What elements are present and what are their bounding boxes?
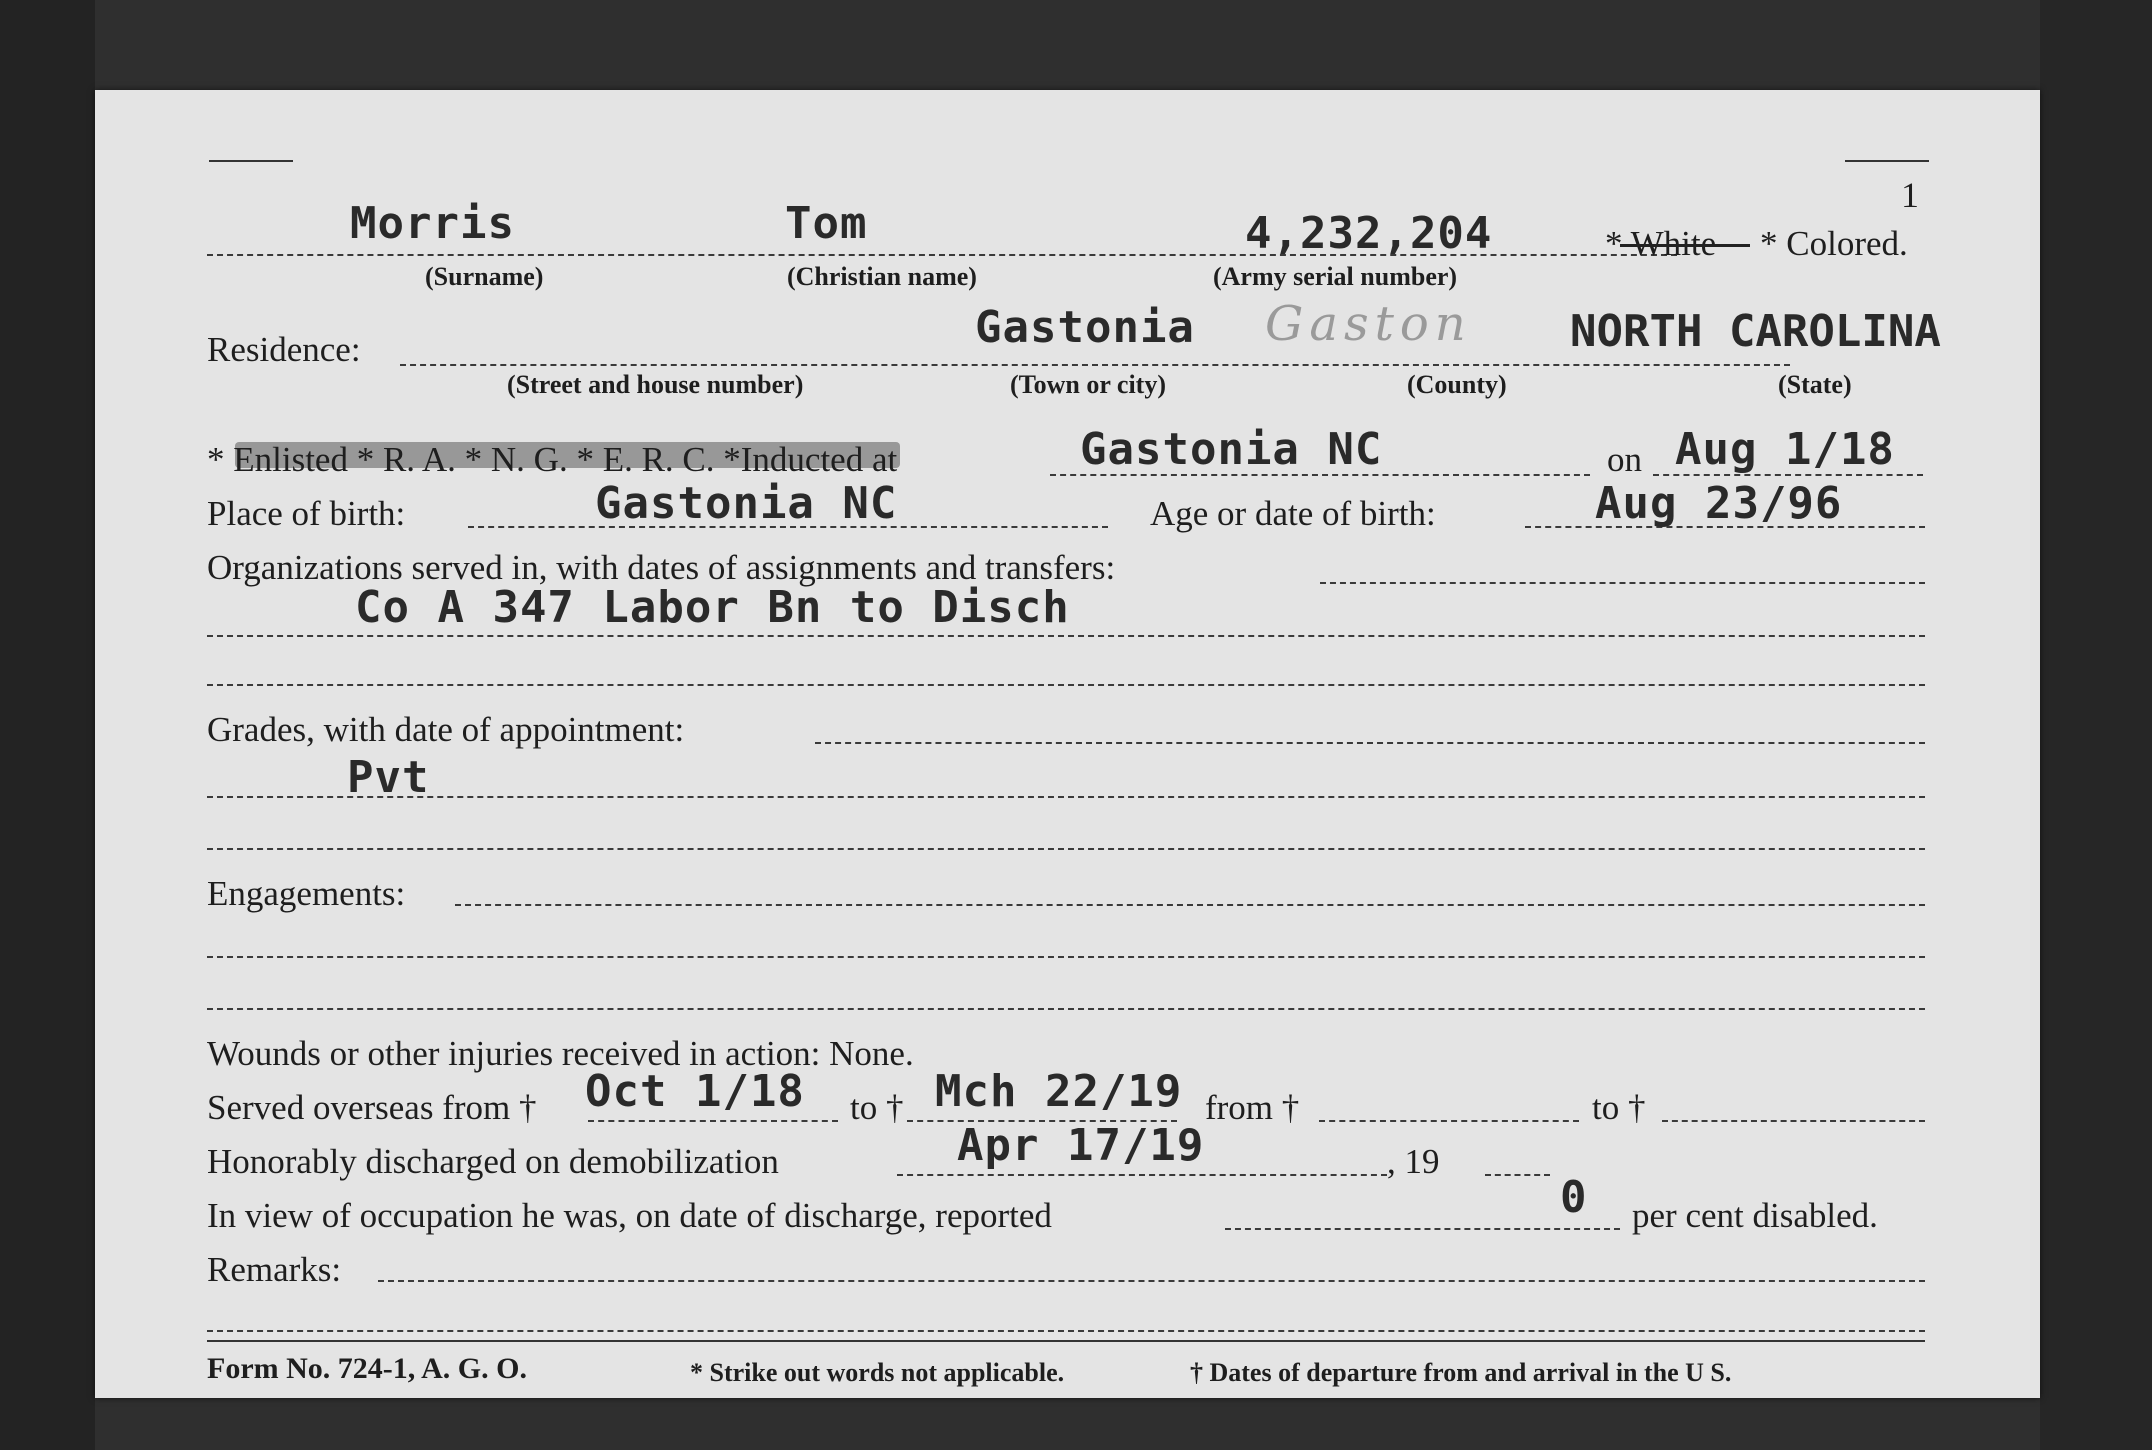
town-label: (Town or city) <box>1010 370 1166 399</box>
place-of-birth-value: Gastonia NC <box>595 478 898 529</box>
grade-value: Pvt <box>347 752 430 803</box>
corner-mark-right <box>1845 160 1929 162</box>
discharged-label: Honorably discharged on demobilization <box>207 1142 779 1181</box>
engagements-line-1 <box>455 904 1925 906</box>
town-value: Gastonia <box>975 302 1195 353</box>
occupation-label: In view of occupation he was, on date of discharge, reported <box>207 1196 1052 1235</box>
strike-out-note: * Strike out words not applicable. <box>690 1358 1065 1387</box>
on-label: on <box>1607 440 1642 479</box>
state-label: (State) <box>1778 370 1852 399</box>
street-label: (Street and house number) <box>507 370 804 399</box>
race-white-strike <box>1620 244 1750 247</box>
organization-value: Co A 347 Labor Bn to Disch <box>355 582 1070 633</box>
organizations-line-2 <box>207 635 1925 637</box>
service-record-card <box>95 90 2040 1398</box>
enlistment-label: * Enlisted * R. A. * N. G. * E. R. C. *Inducted at <box>207 440 898 479</box>
percent-line <box>1225 1228 1620 1230</box>
second-from-line <box>1319 1120 1579 1122</box>
discharge-line <box>897 1174 1387 1176</box>
place-of-birth-label: Place of birth: <box>207 494 406 533</box>
state-value: NORTH CAROLINA <box>1570 306 1941 357</box>
second-to-label: to † <box>1592 1088 1646 1127</box>
christian-name-value: Tom <box>785 198 868 249</box>
dates-note: † Dates of departure from and arrival in the U S. <box>1190 1358 1732 1387</box>
overseas-to-value: Mch 22/19 <box>935 1066 1183 1117</box>
name-line <box>207 254 1677 256</box>
remarks-label: Remarks: <box>207 1250 342 1289</box>
organizations-line-1 <box>1320 582 1925 584</box>
residence-label: Residence: <box>207 330 361 369</box>
overseas-to-label: to † <box>850 1088 904 1127</box>
second-from-label: from † <box>1205 1088 1300 1127</box>
residence-line <box>400 364 1790 366</box>
organizations-line-3 <box>207 684 1925 686</box>
date-of-birth-value: Aug 23/96 <box>1595 478 1843 529</box>
engagements-label: Engagements: <box>207 874 406 913</box>
card-number: 1 <box>1901 175 1919 215</box>
overseas-from-line <box>588 1120 838 1122</box>
surname-value: Morris <box>350 198 515 249</box>
scan-border-right <box>2040 0 2152 1450</box>
race-colored-label: * Colored. <box>1760 224 1908 263</box>
grades-line-2 <box>207 796 1925 798</box>
wounds-label: Wounds or other injuries received in action: None. <box>207 1034 914 1073</box>
grades-line-3 <box>207 848 1925 850</box>
age-or-dob-label: Age or date of birth: <box>1150 494 1436 533</box>
organizations-label: Organizations served in, with dates of assignments and transfers: <box>207 548 1116 587</box>
county-handwritten: Gaston <box>1265 296 1472 352</box>
footer-rule <box>207 1340 1925 1342</box>
served-overseas-label: Served overseas from † <box>207 1088 537 1127</box>
grades-label: Grades, with date of appointment: <box>207 710 685 749</box>
remarks-line-1 <box>378 1280 1925 1282</box>
corner-mark-left <box>209 160 293 162</box>
grades-line-1 <box>815 742 1925 744</box>
year-line <box>1485 1174 1550 1176</box>
year-prefix-label: , 19 <box>1387 1142 1440 1181</box>
serial-number-label: (Army serial number) <box>1213 262 1458 291</box>
second-to-line <box>1662 1120 1925 1122</box>
surname-label: (Surname) <box>425 262 544 291</box>
county-label: (County) <box>1407 370 1507 399</box>
overseas-from-value: Oct 1/18 <box>585 1066 805 1117</box>
remarks-line-2 <box>207 1330 1925 1332</box>
christian-name-label: (Christian name) <box>787 262 977 291</box>
percent-label: per cent disabled. <box>1632 1196 1878 1235</box>
engagements-line-3 <box>207 1008 1925 1010</box>
race-white-label: * White <box>1605 224 1717 263</box>
scan-border-left <box>0 0 95 1450</box>
serial-number-value: 4,232,204 <box>1245 208 1493 259</box>
percent-disabled-value: 0 <box>1560 1172 1588 1223</box>
induction-date-value: Aug 1/18 <box>1675 424 1895 475</box>
inducted-at-value: Gastonia NC <box>1080 424 1383 475</box>
engagements-line-2 <box>207 956 1925 958</box>
discharge-date-value: Apr 17/19 <box>957 1120 1205 1171</box>
form-number: Form No. 724-1, A. G. O. <box>207 1352 527 1385</box>
